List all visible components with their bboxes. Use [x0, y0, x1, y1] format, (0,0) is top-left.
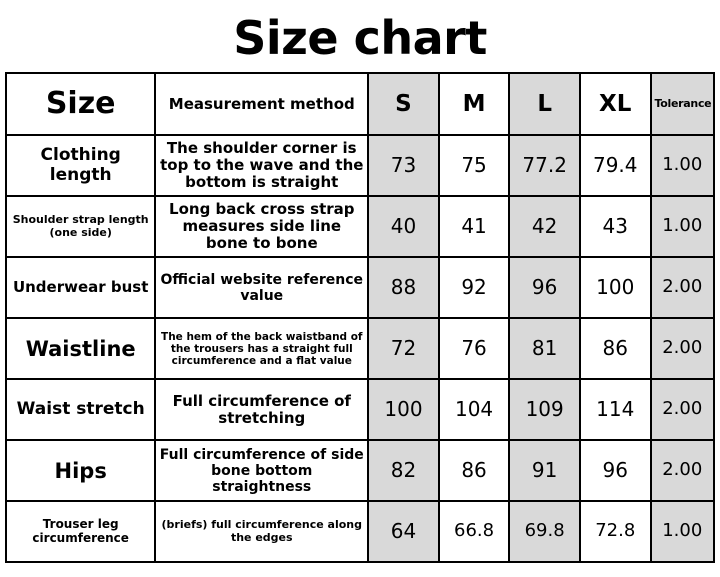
cell-hips-tolerance: 2.00 [651, 440, 714, 501]
table-row [6, 257, 714, 318]
header-size-m: M [439, 73, 510, 135]
cell-trouser-leg-s: 64 [368, 501, 439, 562]
table-row [6, 318, 714, 379]
row-label-waist-stretch: Waist stretch [6, 379, 155, 440]
cell-waist-stretch-m: 104 [439, 379, 510, 440]
row-label-waistline: Waistline [6, 318, 155, 379]
cell-hips-l: 91 [509, 440, 580, 501]
cell-shoulder-strap-s: 40 [368, 196, 439, 257]
table-row [6, 501, 714, 562]
cell-waistline-s: 72 [368, 318, 439, 379]
row-method-shoulder-strap-length: Long back cross strap measures side line bone to bone [155, 196, 368, 257]
cell-clothing-length-xl: 79.4 [580, 135, 651, 196]
cell-clothing-length-l: 77.2 [509, 135, 580, 196]
cell-waistline-l: 81 [509, 318, 580, 379]
row-label-underwear-bust: Underwear bust [6, 257, 155, 318]
table-row [6, 135, 714, 196]
table-row [6, 379, 714, 440]
cell-hips-m: 86 [439, 440, 510, 501]
cell-underwear-bust-tolerance: 2.00 [651, 257, 714, 318]
cell-trouser-leg-l: 69.8 [509, 501, 580, 562]
cell-waistline-m: 76 [439, 318, 510, 379]
cell-trouser-leg-tolerance: 1.00 [651, 501, 714, 562]
row-label-trouser-leg-circumference: Trouser leg circumference [6, 501, 155, 562]
cell-shoulder-strap-tolerance: 1.00 [651, 196, 714, 257]
cell-clothing-length-m: 75 [439, 135, 510, 196]
row-method-clothing-length: The shoulder corner is top to the wave and the bottom is straight [155, 135, 368, 196]
cell-clothing-length-s: 73 [368, 135, 439, 196]
cell-waistline-tolerance: 2.00 [651, 318, 714, 379]
row-method-underwear-bust: Official website reference value [155, 257, 368, 318]
cell-waist-stretch-tolerance: 2.00 [651, 379, 714, 440]
cell-underwear-bust-s: 88 [368, 257, 439, 318]
row-label-shoulder-strap-length: Shoulder strap length (one side) [6, 196, 155, 257]
cell-shoulder-strap-m: 41 [439, 196, 510, 257]
row-method-waist-stretch: Full circumference of stretching [155, 379, 368, 440]
cell-clothing-length-tolerance: 1.00 [651, 135, 714, 196]
table-row [6, 440, 714, 501]
cell-trouser-leg-m: 66.8 [439, 501, 510, 562]
header-size-s: S [368, 73, 439, 135]
table-header-row [6, 73, 714, 135]
size-chart-page [0, 11, 720, 577]
row-label-hips: Hips [6, 440, 155, 501]
table-row [6, 196, 714, 257]
cell-waist-stretch-s: 100 [368, 379, 439, 440]
cell-trouser-leg-xl: 72.8 [580, 501, 651, 562]
cell-underwear-bust-l: 96 [509, 257, 580, 318]
row-method-trouser-leg-circumference: (briefs) full circumference along the edges [155, 501, 368, 562]
row-method-waistline: The hem of the back waistband of the trousers has a straight full circumference and a flat value [155, 318, 368, 379]
page-title: Size chart [233, 11, 487, 65]
header-tolerance: Tolerance [651, 73, 714, 135]
header-size-label: Size [6, 73, 155, 135]
size-chart-table [5, 72, 715, 563]
cell-hips-s: 82 [368, 440, 439, 501]
header-size-l: L [509, 73, 580, 135]
cell-waistline-xl: 86 [580, 318, 651, 379]
cell-underwear-bust-m: 92 [439, 257, 510, 318]
cell-shoulder-strap-xl: 43 [580, 196, 651, 257]
cell-waist-stretch-l: 109 [509, 379, 580, 440]
cell-hips-xl: 96 [580, 440, 651, 501]
header-measurement-method: Measurement method [155, 73, 368, 135]
header-size-xl: XL [580, 73, 651, 135]
row-method-hips: Full circumference of side bone bottom straightness [155, 440, 368, 501]
cell-shoulder-strap-l: 42 [509, 196, 580, 257]
cell-waist-stretch-xl: 114 [580, 379, 651, 440]
cell-underwear-bust-xl: 100 [580, 257, 651, 318]
row-label-clothing-length: Clothing length [6, 135, 155, 196]
